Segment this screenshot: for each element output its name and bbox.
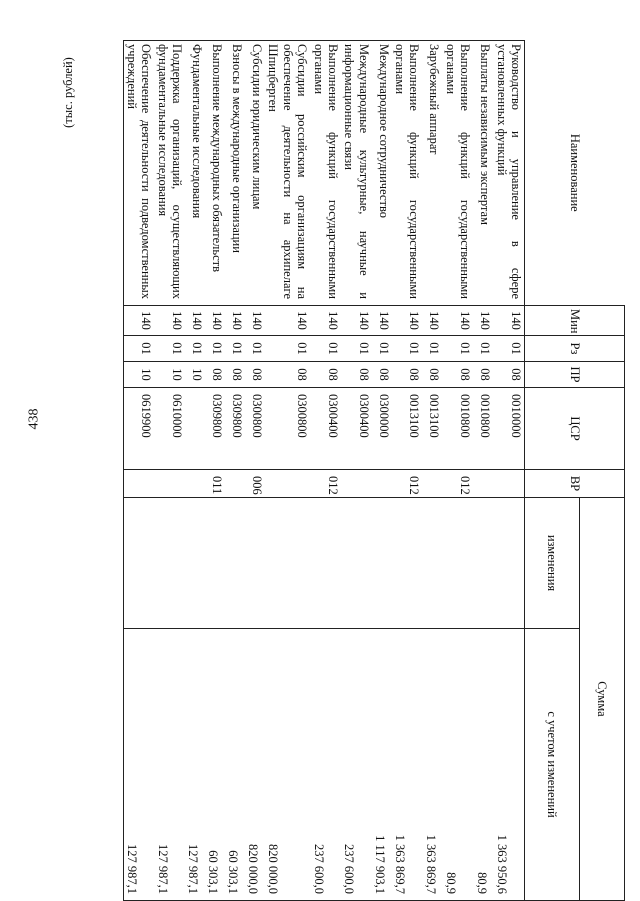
row-pr: 08 bbox=[372, 362, 392, 388]
row-min: 140 bbox=[341, 306, 372, 336]
row-csr: 0013100 bbox=[423, 388, 443, 470]
row-total: 127 987,1 bbox=[123, 629, 154, 901]
row-name: Субсидии российским организациям на обеспечение деятельности на архипелаге Шпицберген bbox=[265, 41, 310, 306]
header-sum: Сумма bbox=[580, 498, 625, 901]
table-row bbox=[245, 41, 265, 901]
row-pr: 08 bbox=[225, 362, 245, 388]
row-pr: 08 bbox=[205, 362, 225, 388]
row-csr bbox=[185, 388, 205, 470]
header-with-changes: с учетом изменений bbox=[525, 629, 580, 901]
table-row bbox=[123, 41, 154, 901]
row-total: 127 987,1 bbox=[154, 629, 185, 901]
table-row bbox=[310, 41, 341, 901]
row-csr: 0300800 bbox=[265, 388, 310, 470]
page-number: 438 bbox=[26, 408, 41, 430]
row-total: 1 363 869,7 bbox=[392, 629, 423, 901]
row-changes bbox=[123, 498, 154, 629]
row-changes bbox=[265, 498, 310, 629]
table-row bbox=[372, 41, 392, 901]
row-pr: 08 bbox=[245, 362, 265, 388]
header-changes: изменения bbox=[525, 498, 580, 629]
row-total: 60 303,1 bbox=[225, 629, 245, 901]
row-changes bbox=[372, 498, 392, 629]
row-csr: 0300800 bbox=[245, 388, 265, 470]
table-row bbox=[154, 41, 185, 901]
row-total: 820 000,0 bbox=[265, 629, 310, 901]
row-name: Международное сотрудничество bbox=[372, 41, 392, 306]
row-csr: 0300000 bbox=[372, 388, 392, 470]
row-rz: 01 bbox=[245, 336, 265, 362]
table-row bbox=[205, 41, 225, 901]
header-vr: ВР bbox=[525, 470, 625, 498]
row-changes bbox=[154, 498, 185, 629]
row-total: 80,9 bbox=[443, 629, 474, 901]
row-min: 140 bbox=[123, 306, 154, 336]
row-min: 140 bbox=[310, 306, 341, 336]
row-total: 1 363 869,7 bbox=[423, 629, 443, 901]
header-min: Мин bbox=[525, 306, 625, 336]
row-vr bbox=[473, 470, 493, 498]
table-row bbox=[443, 41, 474, 901]
row-total: 1 363 950,6 bbox=[493, 629, 524, 901]
row-vr bbox=[493, 470, 524, 498]
row-total: 60 303,1 bbox=[205, 629, 225, 901]
row-name: Выплаты независимым экспертам bbox=[473, 41, 493, 306]
header-csr: ЦСР bbox=[525, 388, 625, 470]
row-changes bbox=[423, 498, 443, 629]
row-total: 127 987,1 bbox=[185, 629, 205, 901]
row-total: 820 000,0 bbox=[245, 629, 265, 901]
row-min: 140 bbox=[265, 306, 310, 336]
row-name: Фундаментальные исследования bbox=[185, 41, 205, 306]
row-changes bbox=[245, 498, 265, 629]
row-min: 140 bbox=[493, 306, 524, 336]
row-min: 140 bbox=[245, 306, 265, 336]
table-row bbox=[392, 41, 423, 901]
row-pr: 08 bbox=[265, 362, 310, 388]
row-changes bbox=[443, 498, 474, 629]
row-rz: 01 bbox=[372, 336, 392, 362]
row-vr: 006 bbox=[245, 470, 265, 498]
row-csr: 0010800 bbox=[443, 388, 474, 470]
row-rz: 01 bbox=[123, 336, 154, 362]
row-min: 140 bbox=[185, 306, 205, 336]
row-vr bbox=[372, 470, 392, 498]
header-rz: Рз bbox=[525, 336, 625, 362]
row-pr: 08 bbox=[423, 362, 443, 388]
row-pr: 08 bbox=[392, 362, 423, 388]
row-min: 140 bbox=[473, 306, 493, 336]
row-rz: 01 bbox=[443, 336, 474, 362]
row-name: Субсидии юридическим лицам bbox=[245, 41, 265, 306]
row-pr: 08 bbox=[443, 362, 474, 388]
row-min: 140 bbox=[423, 306, 443, 336]
row-pr: 10 bbox=[185, 362, 205, 388]
row-rz: 01 bbox=[154, 336, 185, 362]
row-rz: 01 bbox=[341, 336, 372, 362]
table-body bbox=[123, 41, 524, 901]
row-name: Обеспечение деятельности подведомственных учреждений bbox=[123, 41, 154, 306]
row-total: 1 117 903,1 bbox=[372, 629, 392, 901]
rotated-page bbox=[80, 40, 625, 900]
row-name: Выполнение функций государственными органами bbox=[443, 41, 474, 306]
row-min: 140 bbox=[392, 306, 423, 336]
row-csr: 0610000 bbox=[154, 388, 185, 470]
row-min: 140 bbox=[372, 306, 392, 336]
row-vr bbox=[341, 470, 372, 498]
table-row bbox=[493, 41, 524, 901]
row-rz: 01 bbox=[473, 336, 493, 362]
row-pr: 08 bbox=[341, 362, 372, 388]
row-csr: 0300400 bbox=[310, 388, 341, 470]
table-row bbox=[341, 41, 372, 901]
row-name: Международные культурные, научные и информационные связи bbox=[341, 41, 372, 306]
row-pr: 08 bbox=[473, 362, 493, 388]
row-changes bbox=[310, 498, 341, 629]
row-csr: 0309800 bbox=[225, 388, 245, 470]
row-vr: 012 bbox=[392, 470, 423, 498]
row-changes bbox=[392, 498, 423, 629]
row-name: Взносы в международные организации bbox=[225, 41, 245, 306]
row-total: 80,9 bbox=[473, 629, 493, 901]
row-total: 237 600,0 bbox=[310, 629, 341, 901]
row-min: 140 bbox=[205, 306, 225, 336]
row-rz: 01 bbox=[392, 336, 423, 362]
row-rz: 01 bbox=[185, 336, 205, 362]
row-rz: 01 bbox=[265, 336, 310, 362]
row-total: 237 600,0 bbox=[341, 629, 372, 901]
table-row bbox=[265, 41, 310, 901]
row-pr: 08 bbox=[493, 362, 524, 388]
row-changes bbox=[473, 498, 493, 629]
row-name: Выполнение функций государственными органами bbox=[392, 41, 423, 306]
row-pr: 10 bbox=[123, 362, 154, 388]
units-note: (тыс. рублей) bbox=[60, 56, 75, 128]
row-csr: 0010800 bbox=[473, 388, 493, 470]
row-name: Выполнение международных обязательств bbox=[205, 41, 225, 306]
row-rz: 01 bbox=[205, 336, 225, 362]
row-vr: 011 bbox=[205, 470, 225, 498]
table-row bbox=[185, 41, 205, 901]
row-vr bbox=[423, 470, 443, 498]
row-pr: 10 bbox=[154, 362, 185, 388]
row-changes bbox=[341, 498, 372, 629]
row-changes bbox=[185, 498, 205, 629]
row-pr: 08 bbox=[310, 362, 341, 388]
row-vr bbox=[225, 470, 245, 498]
row-csr: 0013100 bbox=[392, 388, 423, 470]
row-name: Выполнение функций государственными органами bbox=[310, 41, 341, 306]
row-rz: 01 bbox=[225, 336, 245, 362]
row-changes bbox=[205, 498, 225, 629]
row-vr: 012 bbox=[443, 470, 474, 498]
row-vr bbox=[185, 470, 205, 498]
row-name: Поддержка организаций, осуществляющих фундаментальные исследования bbox=[154, 41, 185, 306]
row-vr bbox=[265, 470, 310, 498]
row-rz: 01 bbox=[423, 336, 443, 362]
row-csr: 0300400 bbox=[341, 388, 372, 470]
row-rz: 01 bbox=[310, 336, 341, 362]
header-pr: ПР bbox=[525, 362, 625, 388]
row-vr bbox=[154, 470, 185, 498]
row-min: 140 bbox=[154, 306, 185, 336]
row-min: 140 bbox=[443, 306, 474, 336]
row-csr: 0619900 bbox=[123, 388, 154, 470]
row-name: Зарубежный аппарат bbox=[423, 41, 443, 306]
row-rz: 01 bbox=[493, 336, 524, 362]
row-changes bbox=[225, 498, 245, 629]
table-row bbox=[423, 41, 443, 901]
row-name: Руководство и управление в сфере установленных функций bbox=[493, 41, 524, 306]
budget-table bbox=[123, 40, 625, 901]
row-vr: 012 bbox=[310, 470, 341, 498]
row-vr bbox=[123, 470, 154, 498]
row-csr: 0309800 bbox=[205, 388, 225, 470]
header-name: Наименование bbox=[525, 41, 625, 306]
table-row bbox=[225, 41, 245, 901]
table-row bbox=[473, 41, 493, 901]
row-csr: 0010000 bbox=[493, 388, 524, 470]
row-min: 140 bbox=[225, 306, 245, 336]
row-changes bbox=[493, 498, 524, 629]
